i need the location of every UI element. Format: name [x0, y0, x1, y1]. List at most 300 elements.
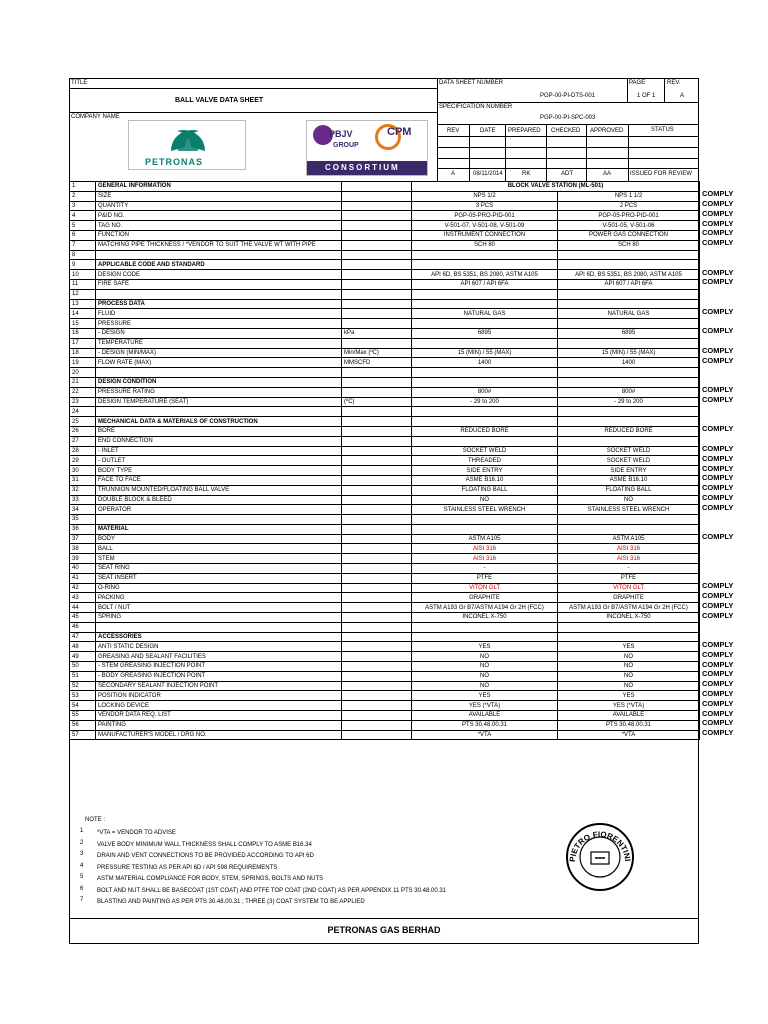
row-parameter: [96, 622, 342, 632]
row-unit: [342, 221, 412, 231]
row-unit: [342, 701, 412, 711]
row-unit: [342, 730, 412, 740]
row-parameter: PRESSURE: [96, 319, 342, 329]
row-value-a: API 607 / API 6FA: [412, 279, 558, 289]
row-value-b: [558, 260, 700, 270]
table-row: [70, 279, 700, 289]
row-unit: [342, 201, 412, 211]
note-text: ASTM MATERIAL COMPLIANCE FOR BODY, STEM, SPRINGS, BOLTS AND NUTS: [97, 876, 324, 882]
row-value-a: [412, 515, 558, 525]
row-value-a: YES: [412, 642, 558, 652]
row-value-b: [558, 299, 700, 309]
row-parameter: [96, 289, 342, 299]
row-value-a: [412, 622, 558, 632]
row-parameter: PROCESS DATA: [96, 299, 342, 309]
row-value-a: SCH 80: [412, 240, 558, 250]
row-value-b: NO: [558, 662, 700, 672]
table-row: [70, 319, 700, 329]
table-row: [70, 466, 700, 476]
row-parameter: END CONNECTION: [96, 436, 342, 446]
note-text: *VTA = VENDOR TO ADVISE: [97, 830, 176, 836]
row-value-a: SIDE ENTRY: [412, 466, 558, 476]
row-unit: [342, 720, 412, 730]
row-value-a: [412, 289, 558, 299]
row-parameter: BOLT / NUT: [96, 603, 342, 613]
row-number: 1: [70, 182, 96, 192]
row-value-a: 1400: [412, 358, 558, 368]
row-parameter: ACCESSORIES: [96, 632, 342, 642]
row-section-value: BLOCK VALVE STATION (ML-501): [412, 182, 700, 192]
rev-row-checked: ADT: [561, 171, 573, 177]
row-number: 49: [70, 652, 96, 662]
row-value-a: FLOATING BALL: [412, 485, 558, 495]
row-number: 57: [70, 730, 96, 740]
table-row: [70, 191, 700, 201]
row-value-a: AVAILABLE: [412, 711, 558, 721]
row-number: 7: [70, 240, 96, 250]
consortium-logo: [306, 120, 428, 176]
row-value-a: V-501-07, V-501-08, V-501-09: [412, 221, 558, 231]
row-number: 26: [70, 426, 96, 436]
row-number: 17: [70, 338, 96, 348]
comply-label: COMPLY: [702, 218, 734, 228]
row-number: 31: [70, 475, 96, 485]
valve-spec-table: [69, 181, 700, 740]
comply-label: COMPLY: [702, 199, 734, 209]
row-number: 37: [70, 534, 96, 544]
row-unit: [342, 554, 412, 564]
row-number: 16: [70, 328, 96, 338]
row-number: 27: [70, 436, 96, 446]
row-parameter: FLUID: [96, 309, 342, 319]
row-parameter: BORE: [96, 426, 342, 436]
row-number: 36: [70, 524, 96, 534]
comply-label: COMPLY: [702, 639, 734, 649]
row-value-b: SIDE ENTRY: [558, 466, 700, 476]
row-parameter: [96, 515, 342, 525]
row-value-a: NO: [412, 671, 558, 681]
row-unit: [342, 505, 412, 515]
row-parameter: POSITION INDICATOR: [96, 691, 342, 701]
row-number: 41: [70, 573, 96, 583]
row-parameter: PRESSURE RATING: [96, 387, 342, 397]
row-unit: [342, 662, 412, 672]
table-row: [70, 417, 700, 427]
row-number: 54: [70, 701, 96, 711]
note-text: PRESSURE TESTING AS PER API 6D / API 598 REQUIREMENTS: [97, 864, 278, 871]
table-row: [70, 377, 700, 387]
row-number: 47: [70, 632, 96, 642]
row-value-b: V-501-05, V-501-06: [558, 221, 700, 231]
row-value-b: ASME B16.10: [558, 475, 700, 485]
row-value-b: PTS 30.48.00.31: [558, 720, 700, 730]
row-unit: [342, 230, 412, 240]
table-row: [70, 338, 700, 348]
row-value-b: [558, 319, 700, 329]
rev-row-status: ISSUED FOR REVIEW: [630, 171, 693, 177]
row-unit: [342, 279, 412, 289]
row-parameter: QUANTITY: [96, 201, 342, 211]
table-row: [70, 662, 700, 672]
row-number: 53: [70, 691, 96, 701]
row-value-a: REDUCED BORE: [412, 426, 558, 436]
row-unit: [342, 593, 412, 603]
rev-value: A: [680, 93, 685, 99]
row-number: 50: [70, 662, 96, 672]
rev-label: REV.: [667, 80, 681, 86]
row-unit: [342, 338, 412, 348]
row-value-b: [558, 632, 700, 642]
row-parameter: - STEM GREASING INJECTION POINT: [96, 662, 342, 672]
row-parameter: FLOW RATE (MAX): [96, 358, 342, 368]
row-parameter: DESIGN TEMPERATURE (SEAT): [96, 397, 342, 407]
row-unit: [342, 377, 412, 387]
date-col-header: DATE: [480, 128, 496, 134]
row-value-a: INCONEL X-750: [412, 613, 558, 623]
row-value-b: 6895: [558, 328, 700, 338]
row-unit: [342, 671, 412, 681]
table-row: [70, 622, 700, 632]
pbjv-wordmark: PBJV: [329, 129, 353, 139]
row-unit: [342, 436, 412, 446]
table-row: [70, 534, 700, 544]
row-parameter: MATCHING PIPE THICKNESS / *VENDOR TO SUIT THE VALVE WT WITH PIPE: [96, 240, 342, 250]
row-number: 13: [70, 299, 96, 309]
row-unit: [342, 515, 412, 525]
note-number: 5: [80, 874, 84, 880]
comply-label: COMPLY: [702, 277, 734, 287]
row-value-b: [558, 417, 700, 427]
note-text: BOLT AND NUT SHALL BE BASECOAT (1ST COAT) AND PTFE TOP COAT (2ND COAT) AS PER APPENDIX 11 PTS 30.48.00.31: [97, 887, 447, 894]
row-value-b: API 607 / API 6FA: [558, 279, 700, 289]
note-text: DRAIN AND VENT CONNECTIONS TO BE PROVIDED ACCORDING TO API 6D: [97, 853, 314, 859]
row-parameter: SEAT RING: [96, 564, 342, 574]
row-unit: [342, 270, 412, 280]
comply-label: COMPLY: [702, 688, 734, 698]
comply-label: COMPLY: [702, 581, 734, 591]
row-parameter: PACKING: [96, 593, 342, 603]
row-value-b: [558, 436, 700, 446]
row-unit: [342, 613, 412, 623]
row-unit: [342, 446, 412, 456]
status-col-header: STATUS: [651, 127, 674, 133]
table-row: [70, 328, 700, 338]
row-unit: [342, 426, 412, 436]
spec-number-label: SPECIFICATION NUMBER: [439, 104, 513, 110]
table-row: [70, 260, 700, 270]
group-wordmark: GROUP: [333, 142, 359, 149]
table-row: [70, 485, 700, 495]
row-value-a: 3 PCS: [412, 201, 558, 211]
row-parameter: BODY TYPE: [96, 466, 342, 476]
table-row: [70, 603, 700, 613]
row-parameter: FACE TO FACE: [96, 475, 342, 485]
row-unit: [342, 387, 412, 397]
row-value-a: -: [412, 564, 558, 574]
page-label: PAGE: [629, 80, 646, 86]
row-value-a: *VTA: [412, 730, 558, 740]
data-sheet-number: PGP-00-PI-DTS-001: [540, 93, 596, 99]
note-text: BLASTING AND PAINTING AS PER PTS 30.48.00.31 ; THREE (3) COAT SYSTEM TO BE APPLIED: [97, 899, 365, 905]
rev-col-header: REV: [447, 128, 460, 134]
row-unit: [342, 524, 412, 534]
row-parameter: APPLICABLE CODE AND STANDARD: [96, 260, 342, 270]
table-row: [70, 289, 700, 299]
row-parameter: O-RING: [96, 583, 342, 593]
comply-label: COMPLY: [702, 346, 734, 356]
row-number: 8: [70, 250, 96, 260]
row-value-b: INCONEL X-750: [558, 613, 700, 623]
comply-label: COMPLY: [702, 395, 734, 405]
row-value-b: [558, 407, 700, 417]
row-number: 34: [70, 505, 96, 515]
row-parameter: MANUFACTURER'S MODEL / DRG NO.: [96, 730, 342, 740]
row-unit: [342, 632, 412, 642]
row-parameter: FIRE SAFE: [96, 279, 342, 289]
row-parameter: - DESIGN (MIN/MAX): [96, 348, 342, 358]
doc-title: BALL VALVE DATA SHEET: [175, 97, 264, 104]
row-value-b: NO: [558, 652, 700, 662]
row-value-b: NATURAL GAS: [558, 309, 700, 319]
row-value-a: NO: [412, 495, 558, 505]
row-unit: [342, 191, 412, 201]
row-parameter: SEAT INSERT: [96, 573, 342, 583]
rev-row-approved: AA: [603, 171, 612, 177]
comply-label: COMPLY: [702, 698, 734, 708]
row-number: 29: [70, 456, 96, 466]
note-number: 6: [80, 885, 84, 892]
comply-label: COMPLY: [702, 502, 734, 512]
table-row: [70, 299, 700, 309]
row-unit: [342, 299, 412, 309]
checked-col-header: CHECKED: [551, 128, 581, 134]
row-number: 5: [70, 221, 96, 231]
table-row: [70, 583, 700, 593]
row-number: 28: [70, 446, 96, 456]
row-value-a: [412, 338, 558, 348]
row-unit: [342, 603, 412, 613]
comply-label: COMPLY: [702, 659, 734, 669]
row-unit: [342, 485, 412, 495]
row-parameter: P&ID NO.: [96, 211, 342, 221]
row-value-a: [412, 417, 558, 427]
row-value-b: [558, 289, 700, 299]
table-row: [70, 720, 700, 730]
row-value-b: NPS 1 1/2: [558, 191, 700, 201]
row-parameter: FUNCTION: [96, 230, 342, 240]
table-row: [70, 642, 700, 652]
pietro-fiorentini-stamp: [565, 822, 635, 892]
rev-row-prepared: RK: [522, 171, 531, 177]
table-row: [70, 240, 700, 250]
row-number: 3: [70, 201, 96, 211]
comply-label: COMPLY: [702, 267, 734, 277]
row-value-a: [412, 377, 558, 387]
company-label: COMPANY NAME: [71, 114, 120, 120]
row-parameter: BODY: [96, 534, 342, 544]
comply-label: COMPLY: [702, 679, 734, 689]
row-value-b: PTFE: [558, 573, 700, 583]
row-unit: [342, 407, 412, 417]
row-parameter: SECONDARY SEALANT INJECTION POINT: [96, 681, 342, 691]
row-parameter: [96, 250, 342, 260]
row-value-b: YES: [558, 642, 700, 652]
comply-label: COMPLY: [702, 708, 734, 718]
row-value-a: ASTM A193 Gr B7/ASTM A194 Gr 2H (FCC): [412, 603, 558, 613]
row-value-b: - 29 to 200: [558, 397, 700, 407]
comply-label: COMPLY: [702, 326, 734, 336]
row-value-b: SOCKET WELD: [558, 456, 700, 466]
row-unit: Min/Max (ºC): [342, 348, 412, 358]
row-value-b: POWER GAS CONNECTION: [558, 230, 700, 240]
row-parameter: MECHANICAL DATA & MATERIALS OF CONSTRUCTION: [96, 417, 342, 427]
row-value-a: NATURAL GAS: [412, 309, 558, 319]
table-row: [70, 544, 700, 554]
row-number: 51: [70, 671, 96, 681]
table-row: [70, 524, 700, 534]
row-value-a: NO: [412, 681, 558, 691]
row-number: 11: [70, 279, 96, 289]
row-parameter: - DESIGN: [96, 328, 342, 338]
row-value-a: 15 (MIN) / 55 (MAX): [412, 348, 558, 358]
row-value-a: PTS 30.48.00.31: [412, 720, 558, 730]
row-value-b: [558, 377, 700, 387]
row-unit: [342, 583, 412, 593]
row-number: 2: [70, 191, 96, 201]
row-parameter: - OUTLET: [96, 456, 342, 466]
table-row: [70, 613, 700, 623]
table-row: [70, 652, 700, 662]
row-unit: [342, 466, 412, 476]
row-value-a: [412, 260, 558, 270]
row-parameter: DESIGN CODE: [96, 270, 342, 280]
row-value-b: [558, 368, 700, 378]
comply-label: COMPLY: [702, 600, 734, 610]
page-value: 1 OF 1: [637, 93, 656, 99]
table-row: [70, 632, 700, 642]
row-value-b: 2 PCS: [558, 201, 700, 211]
table-row: [70, 270, 700, 280]
row-value-a: - 29 to 200: [412, 397, 558, 407]
comply-label: COMPLY: [702, 453, 734, 463]
row-number: 38: [70, 544, 96, 554]
row-value-a: [412, 299, 558, 309]
row-value-b: ASTM A105: [558, 534, 700, 544]
table-row: [70, 426, 700, 436]
comply-label: COMPLY: [702, 728, 734, 738]
comply-label: COMPLY: [702, 669, 734, 679]
row-value-b: ASTM A193 Gr B7/ASTM A194 Gr 2H (FCC): [558, 603, 700, 613]
row-parameter: [96, 407, 342, 417]
row-value-a: PGP-05-PRO-PID-001: [412, 211, 558, 221]
table-row: [70, 711, 700, 721]
row-value-a: NPS 1/2: [412, 191, 558, 201]
row-value-a: STAINLESS STEEL WRENCH: [412, 505, 558, 515]
comply-label: COMPLY: [702, 463, 734, 473]
table-row: [70, 436, 700, 446]
notes-label: NOTE :: [85, 817, 106, 823]
row-number: 46: [70, 622, 96, 632]
row-value-b: NO: [558, 681, 700, 691]
row-number: 20: [70, 368, 96, 378]
table-row: [70, 691, 700, 701]
row-parameter: TAG NO.: [96, 221, 342, 231]
row-value-a: SOCKET WELD: [412, 446, 558, 456]
row-number: 9: [70, 260, 96, 270]
row-unit: [342, 240, 412, 250]
comply-label: COMPLY: [702, 306, 734, 316]
row-value-a: THREADED: [412, 456, 558, 466]
row-value-b: GRAPHITE: [558, 593, 700, 603]
table-row: [70, 201, 700, 211]
row-unit: [342, 260, 412, 270]
table-row: [70, 221, 700, 231]
note-number: 2: [80, 839, 84, 846]
row-number: 10: [70, 270, 96, 280]
row-parameter: STEM: [96, 554, 342, 564]
row-value-b: SOCKET WELD: [558, 446, 700, 456]
stamp-seal-icon: [565, 822, 635, 892]
table-row: [70, 309, 700, 319]
row-parameter: OPERATOR: [96, 505, 342, 515]
row-number: 33: [70, 495, 96, 505]
table-row: [70, 182, 700, 192]
comply-label: COMPLY: [702, 483, 734, 493]
row-value-b: NO: [558, 495, 700, 505]
row-unit: kPa: [342, 328, 412, 338]
table-row: [70, 681, 700, 691]
row-number: 14: [70, 309, 96, 319]
consortium-banner: [307, 161, 427, 175]
row-value-a: PTFE: [412, 573, 558, 583]
row-number: 42: [70, 583, 96, 593]
row-unit: [342, 652, 412, 662]
table-row: [70, 348, 700, 358]
row-value-b: AISI 316: [558, 554, 700, 564]
comply-label: COMPLY: [702, 532, 734, 542]
row-number: 56: [70, 720, 96, 730]
row-value-b: API 6D, BS 5351, BS 2080, ASTM A105: [558, 270, 700, 280]
row-value-b: [558, 524, 700, 534]
row-number: 4: [70, 211, 96, 221]
row-number: 22: [70, 387, 96, 397]
row-parameter: ANTI STATIC DESIGN: [96, 642, 342, 652]
consortium-wordmark: CONSORTIUM: [325, 163, 400, 172]
rev-row-date: 08/11/2014: [473, 171, 503, 177]
note-number: 1: [80, 828, 84, 834]
table-row: [70, 358, 700, 368]
note-text: VALVE BODY MINIMUM WALL THICKNESS SHALL COMPLY TO ASME B16.34: [97, 841, 312, 848]
row-value-b: AVAILABLE: [558, 711, 700, 721]
row-parameter: DOUBLE BLOCK & BLEED: [96, 495, 342, 505]
table-row: [70, 671, 700, 681]
row-value-b: [558, 515, 700, 525]
row-value-b: PGP-05-PRO-PID-001: [558, 211, 700, 221]
row-parameter: DESIGN CONDITION: [96, 377, 342, 387]
row-value-b: [558, 622, 700, 632]
table-row: [70, 230, 700, 240]
table-row: [70, 495, 700, 505]
row-unit: [342, 475, 412, 485]
row-value-b: REDUCED BORE: [558, 426, 700, 436]
petronas-wordmark: PETRONAS: [145, 157, 204, 167]
row-value-a: 6895: [412, 328, 558, 338]
row-value-a: YES (*VTA): [412, 701, 558, 711]
row-unit: [342, 368, 412, 378]
comply-label: COMPLY: [702, 444, 734, 454]
comply-label: COMPLY: [702, 228, 734, 238]
row-value-b: VITON GLT: [558, 583, 700, 593]
